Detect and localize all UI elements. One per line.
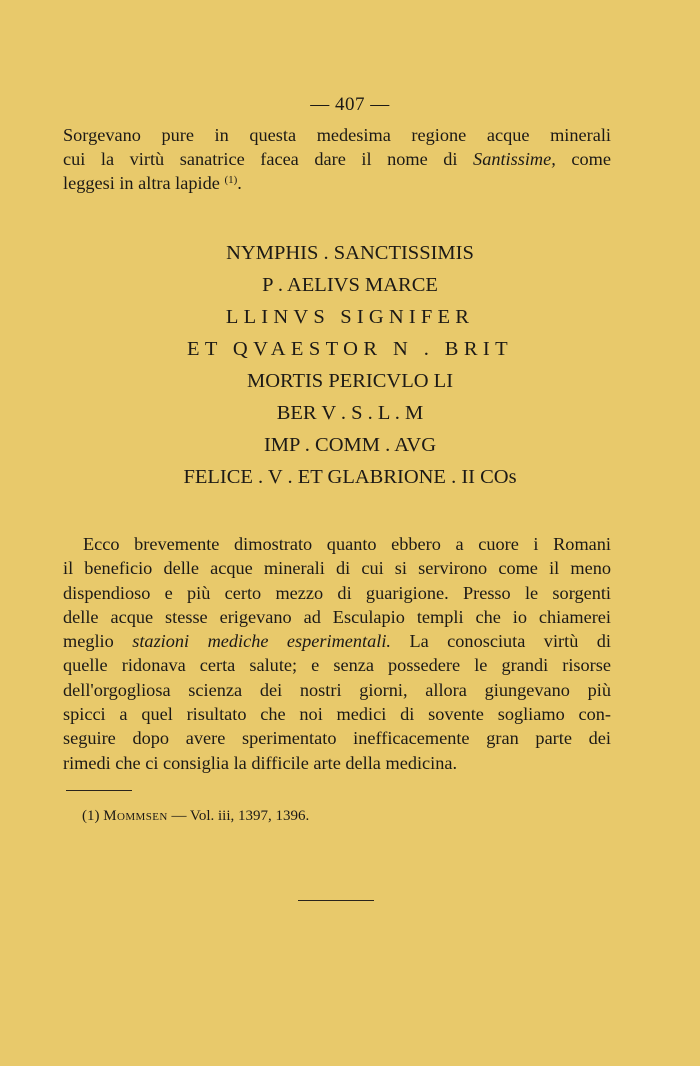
inscription-line: IMP . COMM . AVG xyxy=(263,434,437,456)
footnote-divider xyxy=(66,790,132,791)
text-line: cui la virtù sanatrice facea dare il nome di Santissime, come xyxy=(63,149,611,170)
text-line: rimedi che ci consiglia la difficile arte della medicina. xyxy=(63,752,458,773)
footnote xyxy=(82,806,309,826)
italic-term: stazioni mediche esperimentali. xyxy=(132,631,391,652)
body-paragraph xyxy=(63,532,611,775)
text-line: dispendioso e più certo mezzo di guarigione. Presso le sorgenti xyxy=(63,582,611,603)
text-line: quelle ridonava certa salute; e senza possedere le grandi risorse xyxy=(63,655,611,676)
footnote-author: Mommsen xyxy=(103,808,168,824)
footnote-number: (1) xyxy=(82,808,100,824)
page-number: — 407 — xyxy=(310,94,390,115)
text-line: seguire dopo avere sperimentato inefficacemente gran parte dei xyxy=(63,728,611,749)
inscription-line: LLINVS SIGNIFER xyxy=(225,306,475,328)
latin-inscription xyxy=(0,237,700,493)
end-rule xyxy=(298,900,374,901)
inscription-line: MORTIS PERICVLO LI xyxy=(246,370,454,392)
text-line: il beneficio delle acque minerali di cui si servirono come il meno xyxy=(63,558,611,579)
inscription-line: ET QVAESTOR N . BRIT xyxy=(186,338,514,360)
intro-paragraph xyxy=(63,123,611,196)
text-line: spicci a quel risultato che noi medici di sovente sogliamo con- xyxy=(63,704,611,725)
text-line: Ecco brevemente dimostrato quanto ebbero a cuore i Romani xyxy=(83,534,611,554)
inscription-line: BER V . S . L . M xyxy=(276,402,424,424)
text-line: leggesi in altra lapide $^{(1)}$. xyxy=(63,173,242,194)
inscription-line: FELICE . V . ET GLABRIONE . II COs xyxy=(183,466,517,488)
footnote-reference[interactable]: (1) xyxy=(224,174,238,187)
italic-term: Santissime, xyxy=(473,149,556,170)
text-line: dell'orgogliosa scienza dei nostri giorni, allora giungevano più xyxy=(63,679,611,700)
inscription-line: P . AELIVS MARCE xyxy=(262,274,438,296)
text-line: delle acque stesse erigevano ad Esculapio templi che io chiamerei xyxy=(63,606,611,627)
text-line: Sorgevano pure in questa medesima regione acque minerali xyxy=(63,125,611,145)
text-line: meglio stazioni mediche esperimentali. La conosciuta virtù di xyxy=(63,631,611,652)
inscription-line: NYMPHIS . SANCTISSIMIS xyxy=(226,242,474,264)
footnote-citation: — Vol. iii, 1397, 1396. xyxy=(167,808,310,824)
